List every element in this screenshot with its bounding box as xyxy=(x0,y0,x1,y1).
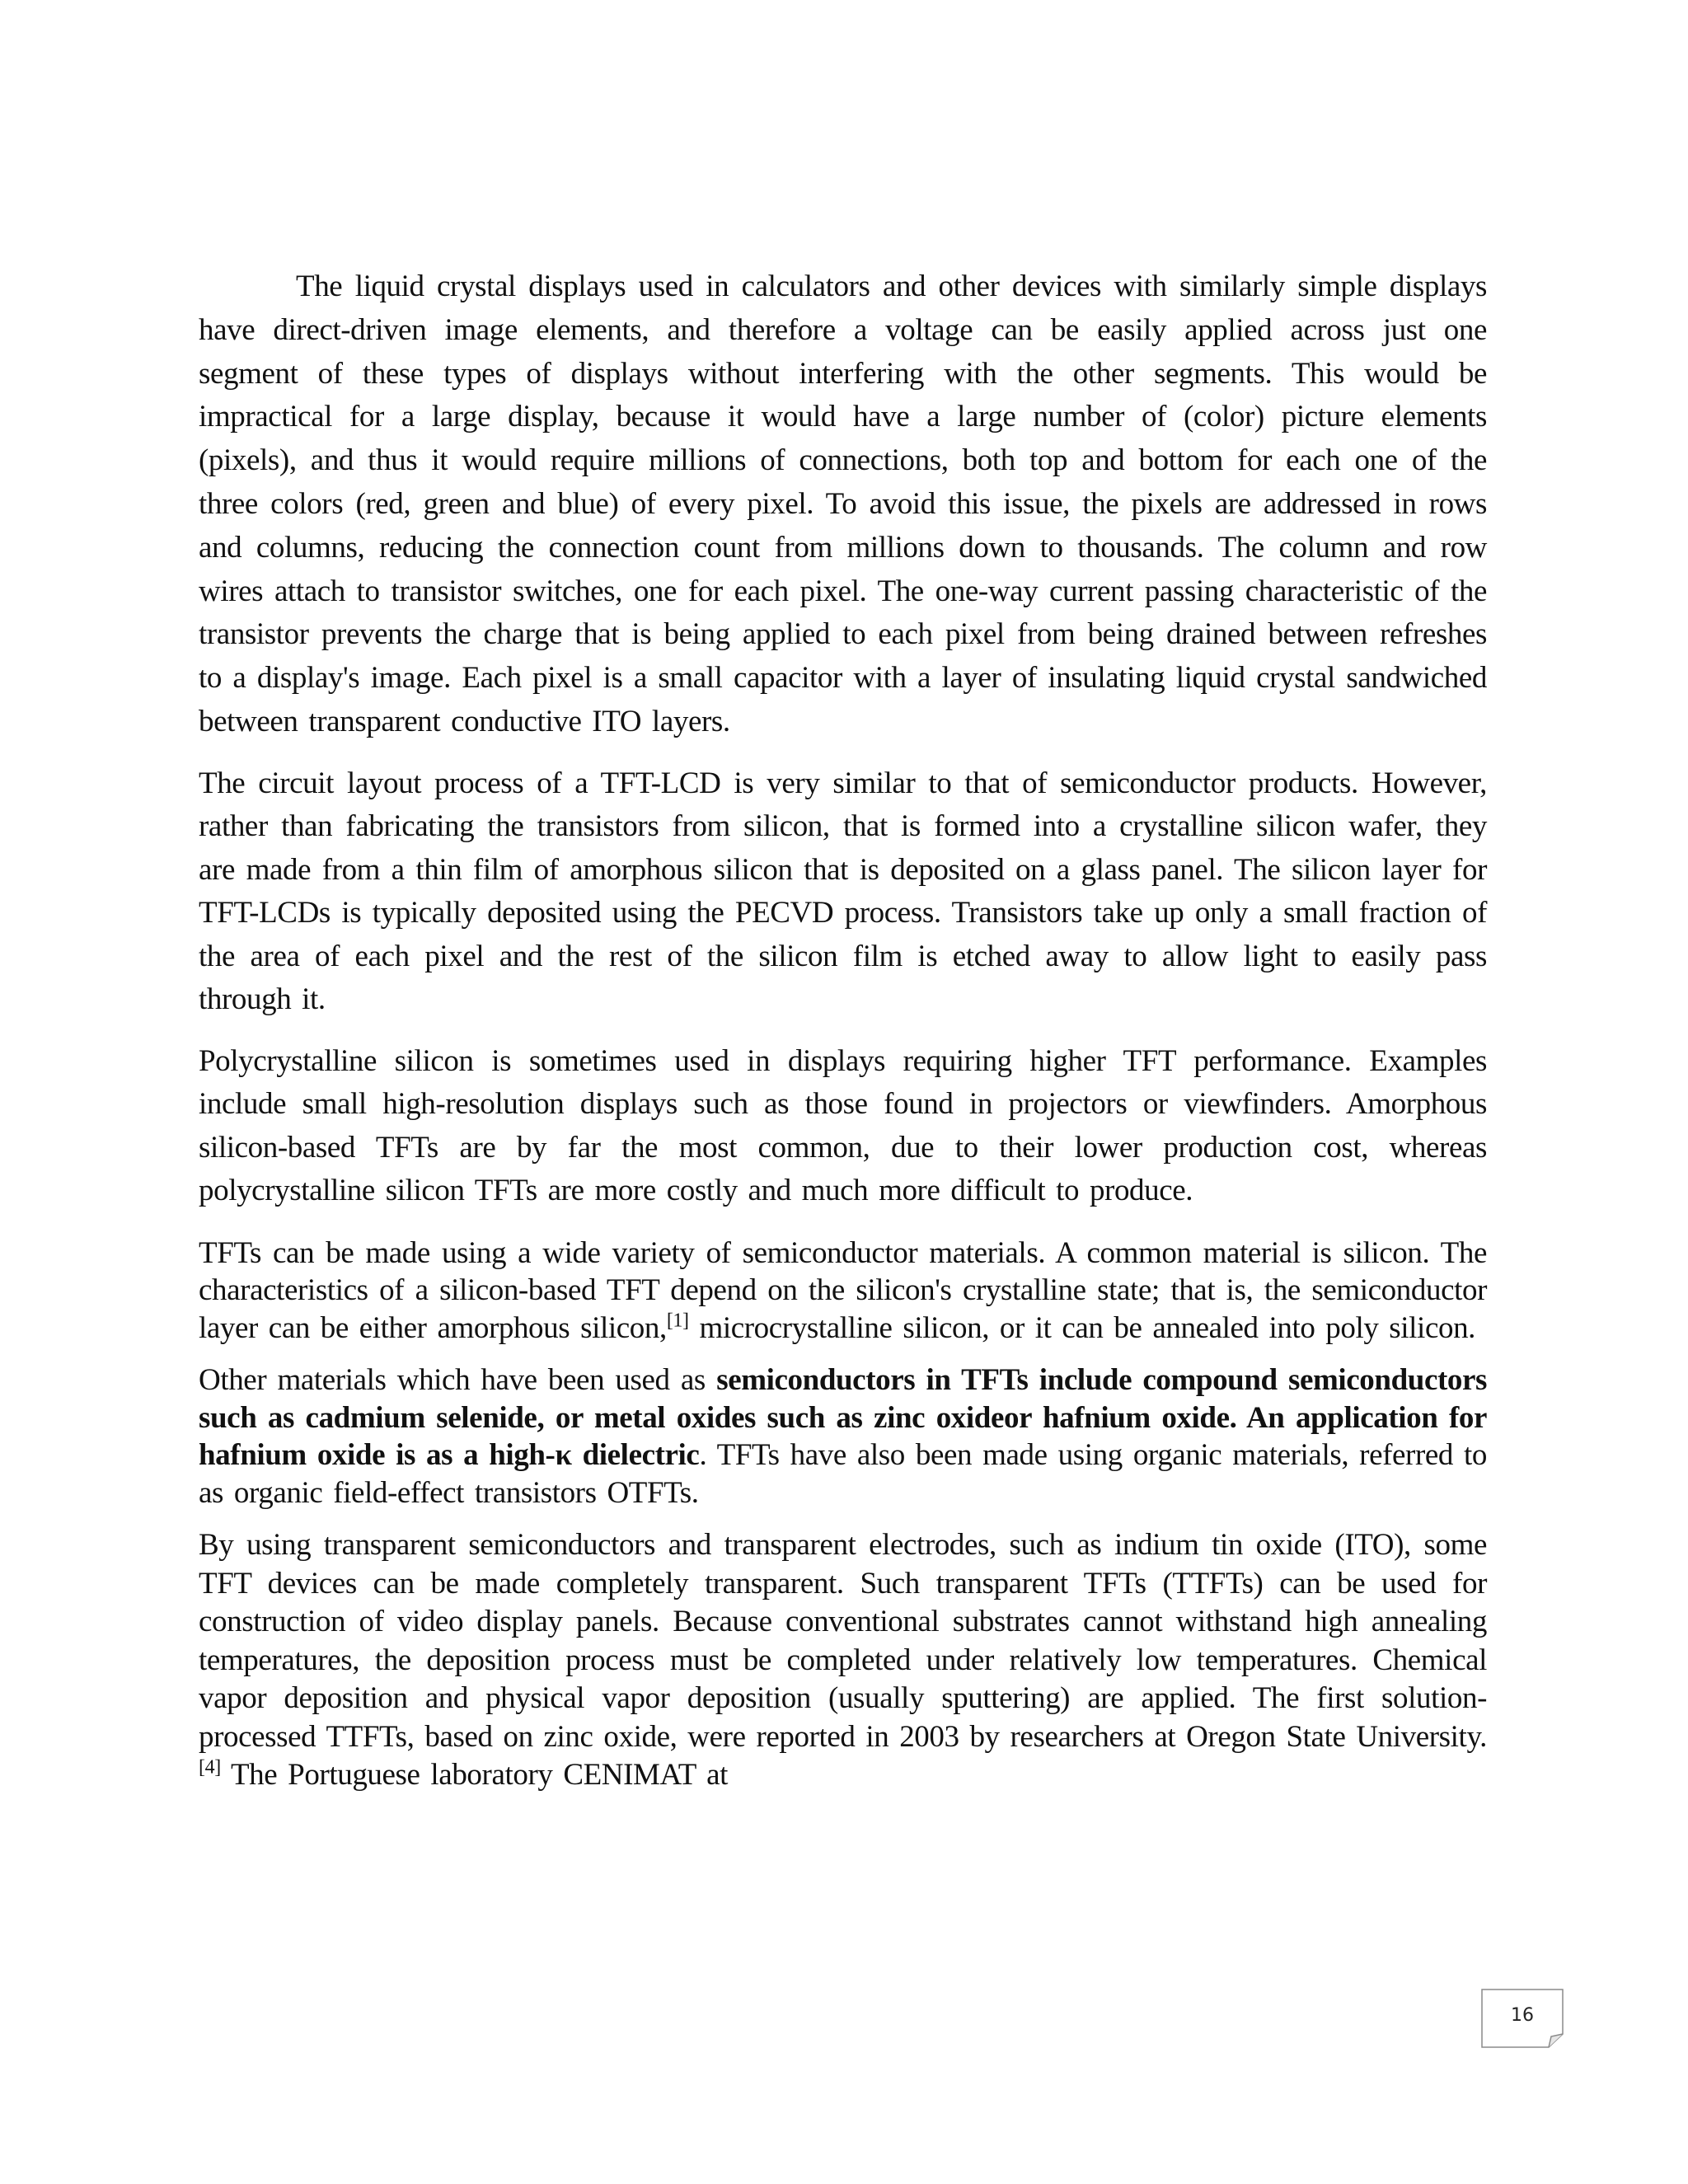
paragraph-lcd-addressing xyxy=(199,265,1487,744)
page-number-badge xyxy=(1481,1989,1564,2048)
citation-1[interactable]: [1] xyxy=(666,1310,689,1332)
page-number: 16 xyxy=(1511,2005,1534,2026)
paragraph-transparent-tfts xyxy=(199,1526,1487,1795)
text-run: . TFTs have also been made using organic materials, referred to as organic field-effect transistors OTFTs. xyxy=(199,1438,1487,1510)
text-run: The circuit layout process of a TFT-LCD is very similar to that of semiconductor products. However, rather than fabricating the transistors from silicon, that is formed into a crystalline silicon wafer, they are made from a thin film of amorphous silicon that is deposited on a glass panel. The silicon layer for TFT-LCDs is typically deposited using the PECVD process. Transistors take up only a small fraction of the area of each pixel and the rest of the silicon film is etched away to allow light to easily pass through it. xyxy=(199,766,1487,1017)
text-run: microcrystalline silicon, or it can be annealed into poly silicon. xyxy=(688,1310,1476,1345)
text-run: By using transparent semiconductors and transparent electrodes, such as indium tin oxide (ITO), some TFT devices can be made completely transparent. Such transparent TFTs (TTFTs) can be used for construction of video display panels. Because conventional substrates cannot withstand high annealing temperatures, the deposition process must be completed under relatively low temperatures. Chemical vapor deposition and physical vapor deposition (usually sputtering) are applied. The first solution-processed TTFTs, based on zinc oxide, were reported in 2003 by researchers at Oregon State University. xyxy=(199,1528,1487,1754)
text-run: The Portuguese laboratory CENIMAT at xyxy=(220,1758,729,1793)
paragraph-circuit-layout xyxy=(199,762,1487,1022)
text-run: Polycrystalline silicon is sometimes used in displays requiring higher TFT performance. Examples include small high-resolution displays such as those found in projectors or viewfinders. Amorphous silicon-based TFTs are by far the most common, due to their lower production cost, whereas polycrystalline silicon TFTs are more costly and much more difficult to produce. xyxy=(199,1043,1487,1208)
body-text xyxy=(199,265,1487,1795)
paragraph-polycrystalline xyxy=(199,1040,1487,1213)
text-run: Other materials which have been used as xyxy=(199,1363,717,1398)
text-run: TFTs can be made using a wide variety of semiconductor materials. A common material is silicon. The characteristics of a silicon-based TFT depend on the silicon's crystalline state; that is, the semiconductor layer can be either amorphous silicon, xyxy=(199,1235,1487,1345)
bold-text-run: semiconductors in TFTs include compound semiconductors such as cadmium selenide, or metal oxides such as zinc oxideor hafnium oxide. An application for hafnium oxide is as a high-κ dielectric xyxy=(199,1363,1488,1473)
citation-4[interactable]: [4] xyxy=(199,1756,221,1779)
text-run: The liquid crystal displays used in calculators and other devices with similarly simple displays have direct-driven image elements, and therefore a voltage can be easily applied across just one segment of these types of displays without interfering with the other segments. This would be impractical for a large display, because it would have a large number of (color) picture elements (pixels), and thus it would require millions of connections, both top and bottom for each one of the three colors (red, green and blue) of every pixel. To avoid this issue, the pixels are addressed in rows and columns, reducing the connection count from millions down to thousands. The column and row wires attach to transistor switches, one for each pixel. The one-way current passing characteristic of the transistor prevents the charge that is being applied to each pixel from being drained between refreshes to a display's image. Each pixel is a small capacitor with a layer of insulating liquid crystal sandwiched between transparent conductive ITO layers. xyxy=(199,269,1487,738)
paragraph-semiconductor-materials xyxy=(199,1235,1487,1347)
paragraph-other-materials xyxy=(199,1361,1487,1511)
